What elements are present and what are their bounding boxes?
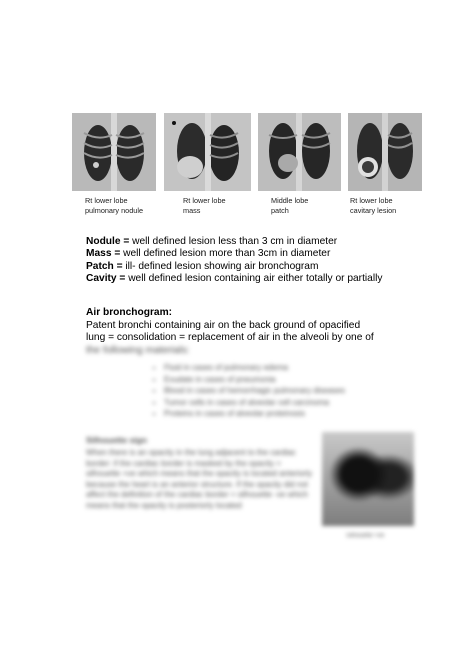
materials-list bbox=[150, 362, 345, 420]
caption-line: cavitary lesion bbox=[350, 205, 397, 215]
definition-text: well defined lesion less than 3 cm in diameter bbox=[129, 236, 338, 247]
term: Cavity = bbox=[86, 272, 126, 284]
caption-line: mass bbox=[183, 205, 201, 215]
text-line: the following materials: bbox=[86, 344, 190, 356]
list-item: • Blood in cases of hemorrhagic pulmonary diseases bbox=[164, 385, 345, 397]
definition-patch bbox=[86, 261, 390, 273]
caption-line: Rt lower lobe bbox=[85, 196, 128, 205]
silhouette-xray-image bbox=[322, 432, 414, 526]
list-item: • Tumor cells in cases of alveolar cell carcinoma bbox=[164, 397, 345, 409]
section-heading: Air bronchogram: bbox=[86, 307, 173, 318]
term: Nodule = bbox=[86, 236, 130, 247]
section-heading: Silhouette sign bbox=[86, 435, 147, 445]
xray-mass bbox=[164, 113, 251, 191]
definitions-list bbox=[86, 236, 390, 285]
caption-line: Rt lower lobe bbox=[350, 196, 393, 205]
definition-text: well defined lesion more than 3cm in diameter bbox=[120, 248, 331, 260]
caption-line: Middle lobe bbox=[271, 196, 309, 205]
air-bronchogram-text bbox=[86, 320, 390, 357]
definition-text: ill- defined lesion showing air bronchogram bbox=[122, 260, 319, 272]
caption-line: pulmonary nodule bbox=[85, 205, 144, 215]
definition-cavity bbox=[86, 273, 390, 285]
caption-line: Rt lower lobe bbox=[183, 196, 226, 205]
caption-nodule bbox=[85, 196, 143, 215]
list-item: • Exudate in cases of pneumonia bbox=[164, 374, 345, 386]
chest-xray-image bbox=[258, 113, 341, 191]
caption-mass bbox=[183, 196, 226, 215]
term: Mass = bbox=[86, 248, 121, 260]
chest-xray-image bbox=[72, 113, 156, 191]
xray-nodule bbox=[72, 113, 156, 191]
text-line: lung = consolidation = replacement of air in the alveoli by one of bbox=[86, 332, 374, 344]
definition-nodule bbox=[86, 236, 390, 248]
caption-line: patch bbox=[271, 205, 289, 215]
chest-xray-image bbox=[348, 113, 422, 191]
definition-text: well defined lesion containing air either totally or partially bbox=[125, 272, 383, 284]
term: Patch = bbox=[86, 260, 123, 272]
xray-patch bbox=[258, 113, 341, 191]
caption-cavity bbox=[350, 196, 396, 215]
list-item: • Fluid in cases of pulmonary edema bbox=[164, 362, 345, 374]
silhouette-caption: Silhouette +ve bbox=[346, 533, 385, 539]
chest-xray-image bbox=[164, 113, 251, 191]
list-item: • Proteins in cases of alveolar proteinosis bbox=[164, 408, 345, 420]
silhouette-text: When there is an opacity in the lung adjacent to the cardiac border: if the cardiac border is masked by the opacity = silhouette +ve which means that the opacity is located anteriorly because the heart is an anterior structure. If the opacity did not affect the definition of the cardiac border = silhouette -ve which means that the opacity is posteriorly located bbox=[86, 448, 313, 510]
definition-mass bbox=[86, 248, 390, 260]
text-line: Patent bronchi containing air on the back ground of opacified bbox=[86, 320, 361, 331]
xray-cavity bbox=[348, 113, 422, 191]
caption-patch bbox=[271, 196, 308, 215]
